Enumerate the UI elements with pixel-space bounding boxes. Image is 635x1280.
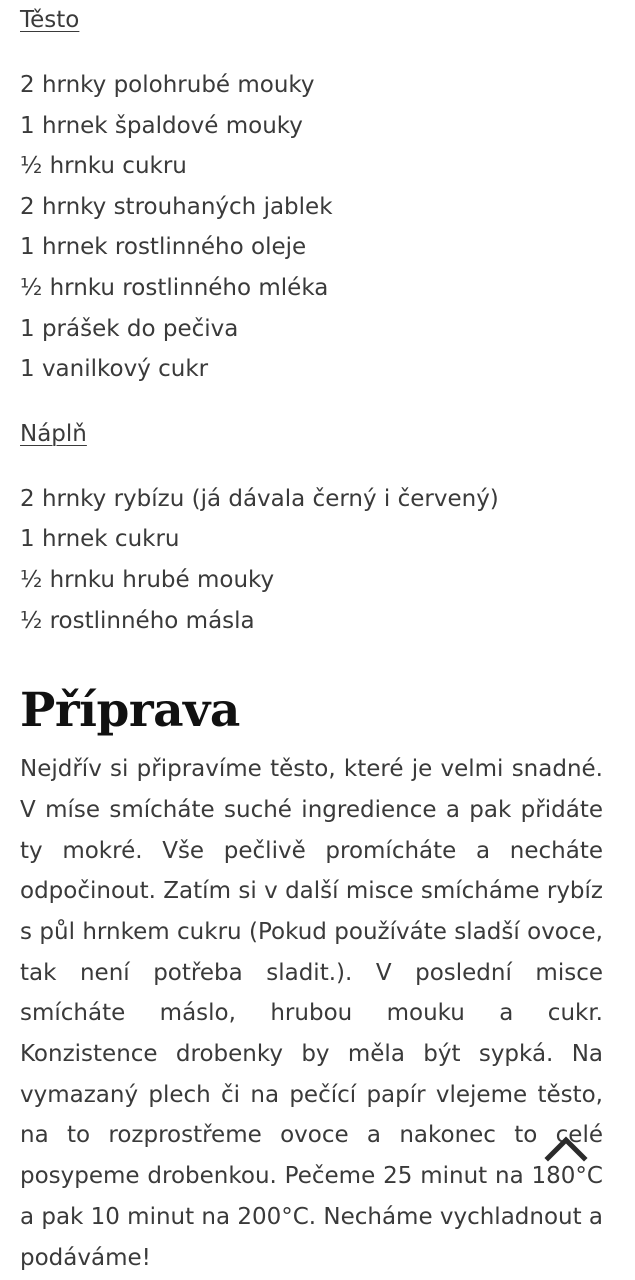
scroll-to-top-button[interactable] — [544, 1128, 588, 1164]
list-item: 2 hrnky polohrubé mouky — [20, 72, 315, 98]
list-item: 1 hrnek cukru — [20, 526, 180, 553]
filling-ingredient-list — [20, 479, 603, 641]
list-item: ½ hrnku hrubé mouky — [20, 566, 275, 593]
preparation-text: Nejdřív si připravíme těsto, které je velmi snadné. V míse smícháte suché ingredience a pak přidáte ty mokré. Vše pečlivě promícháte a necháte odpočinout. Zatím si v další misce smícháme rybíz s půl hrnkem cukru (Pokud používáte sladší ovoce, tak není potřeba sladit.). V poslední misce smícháte máslo, hrubou mouku a cukr. Konzistence drobenky by měla být sypká. Na vymazaný plech či na pečící papír vlejeme těsto, na to rozprostřeme ovoce a nakonec to celé posypeme drobenkou. Pečeme 25 minut na 180°C a pak 10 minut na 200°C. Necháme vychladnout a podáváme! — [20, 756, 603, 1271]
dough-section-label: Těsto — [20, 7, 80, 33]
preparation-heading: Příprava — [20, 683, 240, 739]
filling-section-label: Náplň — [20, 420, 87, 447]
list-item: 1 vanilkový cukr — [20, 356, 209, 383]
list-item: 2 hrnky rybízu (já dávala černý i červený) — [20, 485, 499, 512]
list-item: 1 hrnek špaldové mouky — [20, 112, 303, 139]
list-item: 1 hrnek rostlinného oleje — [20, 234, 307, 261]
list-item: 2 hrnky strouhaných jablek — [20, 193, 333, 220]
list-item: ½ hrnku rostlinného mléka — [20, 274, 329, 301]
list-item: ½ rostlinného másla — [20, 607, 255, 634]
list-item: 1 prášek do pečiva — [20, 315, 239, 342]
recipe-content — [20, 0, 603, 1278]
list-item: ½ hrnku cukru — [20, 153, 187, 180]
chevron-up-icon — [544, 1128, 588, 1164]
dough-ingredient-list — [20, 65, 603, 390]
